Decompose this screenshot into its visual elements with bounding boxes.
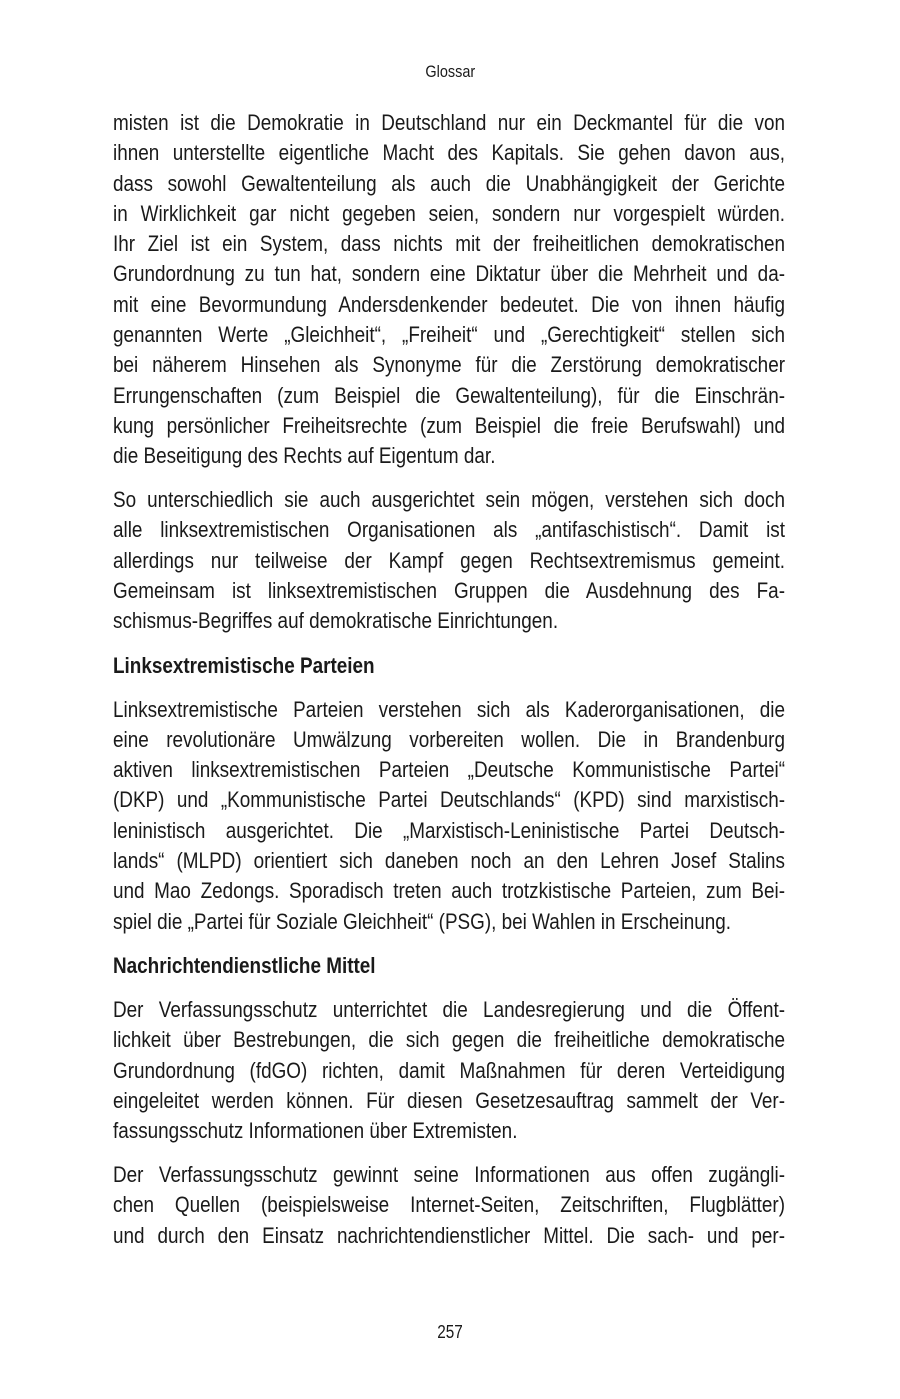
text-line: lichkeit über Bestrebungen, die sich gegen die freiheitliche demokratische: [113, 1027, 785, 1053]
text-line: Ihr Ziel ist ein System, dass nichts mit der freiheitlichen demokratischen: [113, 231, 785, 257]
text-line: alle linksextremistischen Organisationen als „antifaschistisch“. Damit ist: [113, 517, 785, 543]
page-body: [113, 108, 785, 1264]
text-line: mit eine Bevormundung Andersdenkender bedeutet. Die von ihnen häufig: [113, 291, 785, 317]
text-line: allerdings nur teilweise der Kampf gegen Rechtsextremismus gemeint.: [113, 547, 785, 573]
text-line: und Mao Zedongs. Sporadisch treten auch trotzkistische Parteien, zum Bei-: [113, 878, 785, 904]
text-line: aktiven linksextremistischen Parteien „Deutsche Kommunistische Partei“: [113, 757, 785, 783]
section-heading: Nachrichtendienstliche Mittel: [113, 952, 376, 978]
text-line: eingeleitet werden können. Für diesen Gesetzesauftrag sammelt der Ver-: [113, 1087, 785, 1113]
text-line: bei näherem Hinsehen als Synonyme für die Zerstörung demokratischer: [113, 352, 785, 378]
text-line: und durch den Einsatz nachrichtendienstlicher Mittel. Die sach- und per-: [113, 1222, 785, 1248]
page-number: [0, 1322, 900, 1343]
text-line: (DKP) und „Kommunistische Partei Deutschlands“ (KPD) sind marxistisch-: [113, 787, 785, 813]
page-number-text: 257: [437, 1322, 463, 1342]
text-line: spiel die „Partei für Soziale Gleichheit“ (PSG), bei Wahlen in Erscheinung.: [113, 908, 732, 934]
text-line: leninistisch ausgerichtet. Die „Marxistisch-Leninistische Partei Deutsch-: [113, 817, 785, 843]
paragraph: [113, 485, 785, 636]
text-line: in Wirklichkeit gar nicht gegeben seien, sondern nur vorgespielt würden.: [113, 200, 785, 226]
paragraph: [113, 108, 785, 472]
text-line: genannten Werte „Gleichheit“, „Freiheit“ und „Gerechtigkeit“ stellen sich: [113, 322, 785, 348]
text-line: Gemeinsam ist linksextremistischen Gruppen die Ausdehnung des Fa-: [113, 577, 785, 603]
running-header: [0, 62, 900, 82]
text-line: schismus-Begriffes auf demokratische Einrichtungen.: [113, 608, 559, 634]
text-line: die Beseitigung des Rechts auf Eigentum dar.: [113, 443, 496, 469]
running-header-text: Glossar: [425, 62, 475, 81]
text-line: So unterschiedlich sie auch ausgerichtet sein mögen, verstehen sich doch: [113, 487, 785, 513]
text-line: ihnen unterstellte eigentliche Macht des Kapitals. Sie gehen davon aus,: [113, 140, 785, 166]
paragraph: [113, 695, 785, 937]
text-line: Grundordnung zu tun hat, sondern eine Diktatur über die Mehrheit und da-: [113, 261, 785, 287]
paragraph: [113, 995, 785, 1146]
text-line: fassungsschutz Informationen über Extremisten.: [113, 1118, 518, 1144]
text-line: Grundordnung (fdGO) richten, damit Maßnahmen für deren Verteidigung: [113, 1057, 785, 1083]
text-line: lands“ (MLPD) orientiert sich daneben noch an den Lehren Josef Stalins: [113, 848, 785, 874]
text-line: Errungenschaften (zum Beispiel die Gewaltenteilung), für die Einschrän-: [113, 382, 785, 408]
text-line: chen Quellen (beispielsweise Internet-Seiten, Zeitschriften, Flugblätter): [113, 1192, 785, 1218]
section-heading: Linksextremistische Parteien: [113, 652, 375, 678]
text-line: Der Verfassungsschutz unterrichtet die Landesregierung und die Öffent-: [113, 996, 785, 1022]
paragraph: [113, 1160, 785, 1251]
text-line: Linksextremistische Parteien verstehen sich als Kaderorganisationen, die: [113, 696, 785, 722]
text-line: eine revolutionäre Umwälzung vorbereiten wollen. Die in Brandenburg: [113, 726, 785, 752]
text-line: kung persönlicher Freiheitsrechte (zum Beispiel die freie Berufswahl) und: [113, 412, 785, 438]
text-line: misten ist die Demokratie in Deutschland nur ein Deckmantel für die von: [113, 110, 785, 135]
text-line: Der Verfassungsschutz gewinnt seine Informationen aus offen zugängli-: [113, 1161, 785, 1187]
text-line: dass sowohl Gewaltenteilung als auch die Unabhängigkeit der Gerichte: [113, 170, 785, 196]
